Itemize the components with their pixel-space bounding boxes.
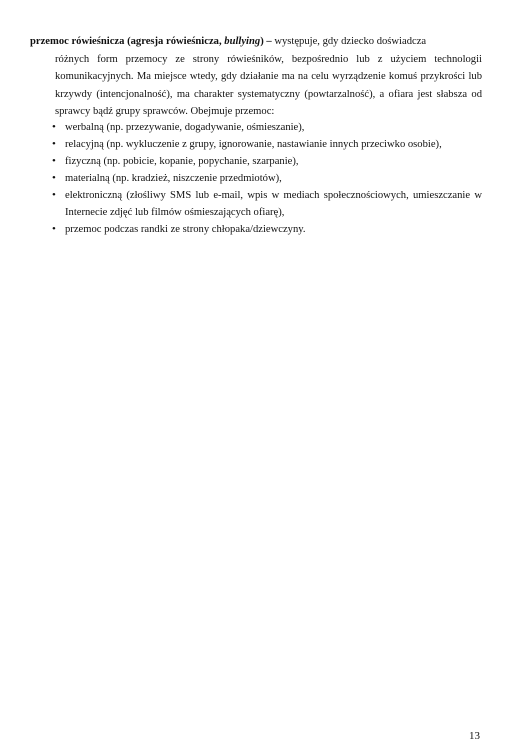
list-item [52, 136, 482, 153]
list-item-text: materialną (np. kradzież, niszczenie przedmiotów), [65, 173, 282, 184]
list-item [52, 170, 482, 187]
forms-list [52, 119, 482, 238]
bullet-icon: • [52, 138, 56, 150]
definition-first-line-text: występuje, gdy dziecko doświadcza [274, 36, 427, 47]
term-lead: przemoc rówieśnicza (agresja rówieśnicza, [30, 36, 225, 47]
definition-body: różnych form przemocy ze strony rówieśników, bezpośrednio lub z użyciem technologii komunikacyjnych. Ma miejsce wtedy, gdy działanie ma na celu wyrządzenie komuś przykrości lub krzywdy (intencjonalność), ma charakter systematyczny (powtarzalność), a ofiara jest słabsza od sprawcy bądź grupy sprawców. Obejmuje przemoc: [55, 53, 482, 118]
definition-first-line [30, 33, 482, 51]
list-item-text: elektroniczną (złośliwy SMS lub e-mail, wpis w mediach społecznościowych, umieszczanie w Internecie zdjęć lub filmów ośmieszających ofiarę), [65, 190, 482, 218]
list-item [52, 153, 482, 170]
list-item-text: przemoc podczas randki ze strony chłopaka/dziewczyny. [65, 224, 306, 235]
bullet-icon: • [52, 121, 56, 133]
bullet-icon: • [52, 189, 56, 201]
list-item-text: fizyczną (np. pobicie, kopanie, popychanie, szarpanie), [65, 156, 299, 167]
definition-term [30, 36, 274, 47]
list-item [52, 119, 482, 136]
bullet-icon: • [52, 172, 56, 184]
list-item [52, 221, 482, 238]
list-item-text: werbalną (np. przezywanie, dogadywanie, ośmieszanie), [65, 122, 305, 133]
definition-entry [30, 33, 482, 121]
list-item-text: relacyjną (np. wykluczenie z grupy, ignorowanie, nastawianie innych przeciwko osobie), [65, 139, 442, 150]
list-item [52, 187, 482, 221]
bullet-icon: • [52, 223, 56, 235]
term-tail: ) [260, 36, 264, 47]
term-dash: – [263, 36, 275, 47]
page-number: 13 [469, 730, 480, 742]
term-italic: bullying [224, 36, 261, 47]
bullet-icon: • [52, 155, 56, 167]
